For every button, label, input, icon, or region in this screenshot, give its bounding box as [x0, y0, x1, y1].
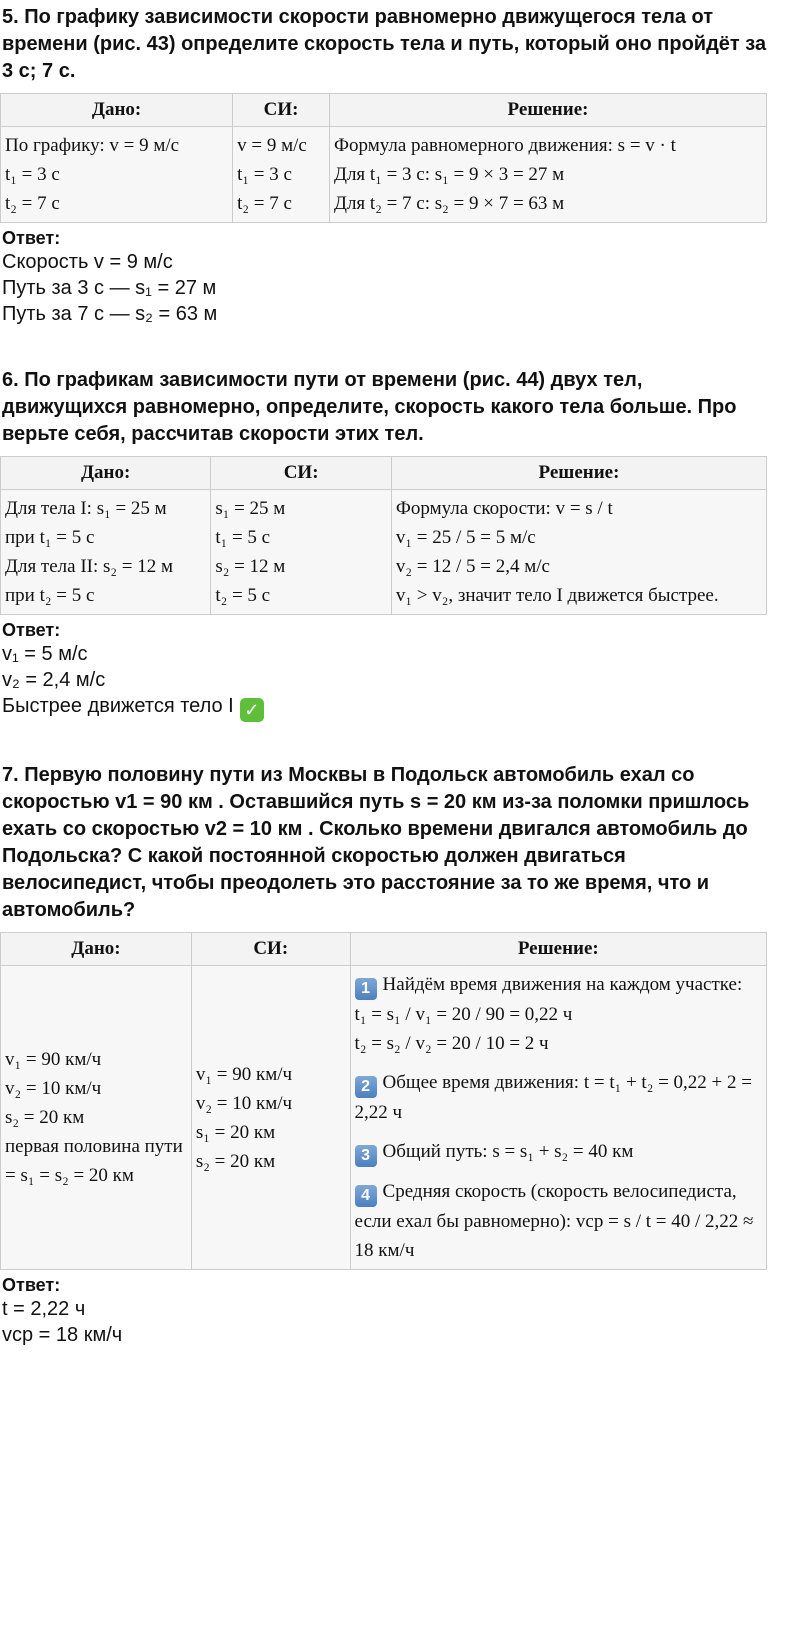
solution-table [0, 93, 767, 223]
answer-block [2, 619, 767, 722]
given-line: t₂ = 7 с [5, 193, 60, 214]
solution-text: v₁ = 25 / 5 = 5 м/с [395, 527, 536, 548]
answer-block [2, 227, 767, 327]
given-line: Для тела II: s₂ = 12 м [5, 556, 174, 577]
solution-line [334, 189, 763, 218]
question-text: 7. Первую половину пути из Москвы в Подольск автомобиль ехал со скоростью v1 = 90 км . Оставшийся путь s = 20 км из-за поломки пришлось ехать со скоростью v2 = 10 км . Сколько времени двигался автомобиль до Подольска? С какой постоянной скоростью должен двигаться велосипедист, чтобы преодолеть это расстояние за то же время, что и автомобиль? [2, 764, 750, 921]
given-cell [1, 966, 192, 1270]
answer-text: Скорость v = 9 м/с [2, 251, 173, 273]
given-line: По графику: v = 9 м/с [5, 135, 180, 156]
solution-line [334, 160, 763, 189]
solution-table [0, 932, 767, 1270]
header-si: СИ: [233, 94, 330, 127]
keycap-number-icon: 4 [355, 1185, 377, 1207]
table-row [1, 490, 767, 615]
answer-label: Ответ: [2, 1275, 61, 1295]
si-cell [233, 127, 330, 223]
solution-text: Формула скорости: v = s / t [395, 498, 613, 519]
question-text: 6. По графикам зависимости пути от времени (рис. 44) двух тел, движущихся равномерно, определите, скорость какого тела больше. Про верьте себя, рассчитав скорости этих тел. [2, 369, 737, 445]
given-line: при t₁ = 5 с [5, 527, 95, 548]
given-cell [1, 127, 233, 223]
keycap-number-icon: 1 [355, 978, 377, 1000]
table-header-row [1, 94, 767, 127]
header-si: СИ: [211, 457, 392, 490]
answer-line [2, 667, 767, 693]
solution-cell [329, 127, 766, 223]
answer-line [2, 1296, 767, 1322]
answer-block [2, 1274, 767, 1348]
solution-line [355, 1137, 763, 1167]
solution-text: Общее время движения: t = t₁ + t₂ = 0,22 + 2 = 2,22 ч [354, 1072, 752, 1123]
solution-line [355, 1068, 763, 1127]
spacer [355, 1127, 763, 1137]
solution-text: v₂ = 12 / 5 = 2,4 м/с [395, 556, 550, 577]
given-line: t₁ = 3 с [5, 164, 60, 185]
solution-cell [350, 966, 766, 1270]
si-line: s₁ = 20 км [195, 1121, 276, 1143]
solution-text: Общий путь: s = s₁ + s₂ = 40 км [382, 1141, 634, 1162]
si-line: t₂ = 5 с [215, 585, 271, 606]
given-line: при t₂ = 5 с [5, 585, 95, 606]
header-given: Дано: [1, 457, 211, 490]
solution-line [396, 552, 763, 581]
answer-text: v₁ = 5 м/с [2, 643, 88, 665]
section-divider [0, 327, 767, 367]
solution-text: Формула равномерного движения: s = v · t [333, 135, 676, 156]
table-header-row [1, 457, 767, 490]
header-solution: Решение: [350, 933, 766, 966]
given-cell [1, 490, 211, 615]
answer-text: Путь за 7 с — s₂ = 63 м [2, 303, 218, 325]
si-line: v₁ = 90 км/ч [195, 1063, 293, 1085]
answer-text: t = 2,22 ч [2, 1298, 86, 1320]
si-line: t₂ = 7 с [237, 193, 292, 214]
answer-text: vср = 18 км/ч [2, 1324, 123, 1346]
solution-text: v₁ > v₂, значит тело I движется быстрее. [395, 585, 719, 606]
check-mark-icon: ✓ [240, 698, 264, 722]
solution-line [355, 970, 763, 1000]
answer-label: Ответ: [2, 228, 61, 248]
header-given: Дано: [1, 94, 233, 127]
answer-line [2, 275, 767, 301]
si-line: s₂ = 12 м [215, 556, 286, 577]
table-row [1, 966, 767, 1270]
si-line: v = 9 м/с [237, 135, 307, 156]
table-header-row [1, 933, 767, 966]
answer-line [2, 641, 767, 667]
solution-line [396, 523, 763, 552]
solution-text: Для t₂ = 7 с: s₂ = 9 × 7 = 63 м [333, 193, 565, 214]
given-line: v₁ = 90 км/ч [5, 1049, 102, 1070]
solution-text: Найдём время движения на каждом участке: [382, 974, 743, 995]
header-solution: Решение: [391, 457, 766, 490]
si-cell [211, 490, 392, 615]
solution-table [0, 456, 767, 615]
si-cell [191, 966, 350, 1270]
answer-line [2, 301, 767, 327]
header-si: СИ: [191, 933, 350, 966]
given-line: s₂ = 20 км [5, 1107, 85, 1128]
si-line: t₁ = 3 с [237, 164, 292, 185]
spacer [355, 1058, 763, 1068]
solution-line [355, 1000, 763, 1029]
answer-label: Ответ: [2, 620, 61, 640]
given-line: первая половина пути = s₁ = s₂ = 20 км [5, 1136, 183, 1186]
keycap-number-icon: 3 [355, 1145, 377, 1167]
solution-line [355, 1029, 763, 1058]
header-given: Дано: [1, 933, 192, 966]
table-row [1, 127, 767, 223]
answer-line [2, 249, 767, 275]
solution-line [355, 1177, 763, 1265]
solution-text: t₂ = s₂ / v₂ = 20 / 10 = 2 ч [354, 1033, 549, 1054]
solution-text: Средняя скорость (скорость велосипедиста, если ехал бы равномерно): vср = s / t = 40 / 2,22 ≈ 18 км/ч [354, 1181, 754, 1261]
solution-text: t₁ = s₁ / v₁ = 20 / 90 = 0,22 ч [354, 1004, 573, 1025]
given-line: Для тела I: s₁ = 25 м [5, 498, 167, 519]
answer-text: v₂ = 2,4 м/с [2, 669, 106, 691]
solution-cell [391, 490, 766, 615]
solution-text: Для t₁ = 3 с: s₁ = 9 × 3 = 27 м [333, 164, 565, 185]
given-line: v₂ = 10 км/ч [5, 1078, 102, 1099]
keycap-number-icon: 2 [355, 1076, 377, 1098]
answer-text: Быстрее движется тело I [2, 695, 234, 717]
header-solution: Решение: [329, 94, 766, 127]
question-text: 5. По графику зависимости скорости равномерно движущегося тела от времени (рис. 43) определите скорость тела и путь, который оно пройдёт за 3 с; 7 с. [2, 6, 767, 82]
spacer [355, 1167, 763, 1177]
answer-text: Путь за 3 с — s₁ = 27 м [2, 277, 217, 299]
si-line: s₂ = 20 км [195, 1150, 276, 1172]
answer-line [2, 1322, 767, 1348]
solution-line [334, 131, 763, 160]
solution-line [396, 581, 763, 610]
si-line: v₂ = 10 км/ч [195, 1092, 293, 1114]
si-line: t₁ = 5 с [215, 527, 271, 548]
answer-line [2, 693, 767, 722]
section-divider [0, 722, 767, 762]
solution-line [396, 494, 763, 523]
si-line: s₁ = 25 м [215, 498, 286, 519]
